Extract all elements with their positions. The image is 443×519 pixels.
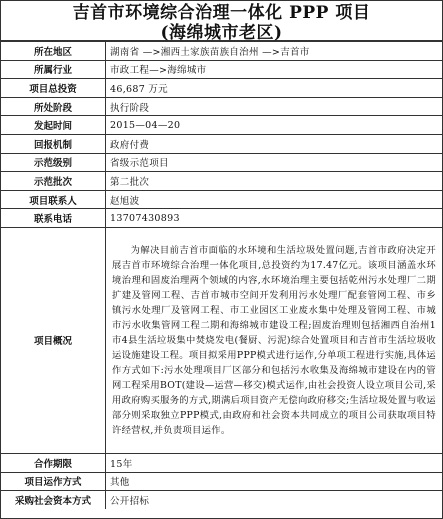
row-label-industry: 所属行业: [1, 60, 106, 79]
row-label-total-investment: 项目总投资: [1, 79, 106, 98]
table-row: [1, 453, 442, 472]
row-label-operation-mode: 项目运作方式: [1, 472, 106, 491]
row-value-phone: 13707430893: [106, 209, 443, 228]
row-value-total-investment: 46,687 万元: [106, 79, 443, 98]
row-value-cooperation-term: 15年: [106, 453, 443, 472]
row-label-start-date: 发起时间: [1, 116, 106, 135]
row-value-stage: 执行阶段: [106, 97, 443, 116]
row-label-region: 所在地区: [1, 42, 106, 61]
row-value-contact: 赵旭波: [106, 190, 443, 209]
table-row: [1, 134, 442, 153]
row-value-start-date: 2015—04—20: [106, 116, 443, 135]
row-value-return-mechanism: 政府付费: [106, 134, 443, 153]
table-row: [1, 472, 442, 491]
row-value-region: 湖南省 —>湘西土家族苗族自治州 —>吉首市: [106, 42, 443, 61]
row-value-demo-batch: 第二批次: [106, 172, 443, 191]
row-label-summary: 项目概况: [1, 227, 106, 453]
row-value-summary: [106, 227, 443, 453]
table-row: [1, 79, 442, 98]
table-row: [1, 42, 442, 61]
row-label-return-mechanism: 回报机制: [1, 134, 106, 153]
table-row: [1, 153, 442, 172]
table-row: [1, 172, 442, 191]
row-value-industry: 市政工程—>海绵城市: [106, 60, 443, 79]
title-line-2: (海绵城市老区): [160, 23, 283, 43]
row-value-operation-mode: 其他: [106, 472, 443, 491]
row-label-procurement-method: 采购社会资本方式: [1, 491, 106, 510]
title-line-1: 吉首市环境综合治理一体化 PPP 项目: [72, 3, 371, 23]
row-label-phone: 联系电话: [1, 209, 106, 228]
table-row: [1, 116, 442, 135]
row-value-demo-level: 省级示范项目: [106, 153, 443, 172]
table-row: [1, 97, 442, 116]
document-title: [1, 1, 442, 41]
info-table: [1, 41, 442, 509]
table-row: [1, 60, 442, 79]
row-label-demo-batch: 示范批次: [1, 172, 106, 191]
row-label-cooperation-term: 合作期限: [1, 453, 106, 472]
row-label-demo-level: 示范级别: [1, 153, 106, 172]
summary-text: 为解决目前吉首市面临的水环境和生活垃圾处置问题,吉首市政府决定开展吉首市环境综合治理一体化项目,总投资约为17.47亿元。该项目涵盖水环境治理和固废治理两个领域的内容,水环境治理主要包括乾州污水处理厂二期扩建及管网工程、吉首市城市空间开发利用污水处理厂配套管网工程、市乡镇污水处理厂及管网工程、市工业园区工业废水集中处理及管网工程、市城市污水收集管网工程二期和海绵城市建设工程;固废治理则包括湘西自治州1市4县生活垃圾集中焚烧发电(餐厨、污泥)综合处置项目和吉首市生活垃圾收运设施建设工程。项目拟采用PPP模式进行运作,分单项工程进行实施,具体运作方式如下:污水处理项目厂区部分和包括污水收集及海绵城市建设在内的管网工程采用BOT(建设—运营—移交)模式运作,由社会投资人设立项目公司,采用政府购买服务的方式,期满后项目资产无偿向政府移交;生活垃圾处置与收运部分则采取独立PPP模式,由政府和社会资本共同成立的项目公司获取项目特许经营权,并负责项目运作。: [112, 244, 436, 436]
row-label-stage: 所处阶段: [1, 97, 106, 116]
table-row: [1, 209, 442, 228]
table-row: [1, 190, 442, 209]
row-label-contact: 项目联系人: [1, 190, 106, 209]
row-value-procurement-method: 公开招标: [106, 491, 443, 510]
table-row: [1, 491, 442, 510]
table-row-summary: [1, 227, 442, 453]
